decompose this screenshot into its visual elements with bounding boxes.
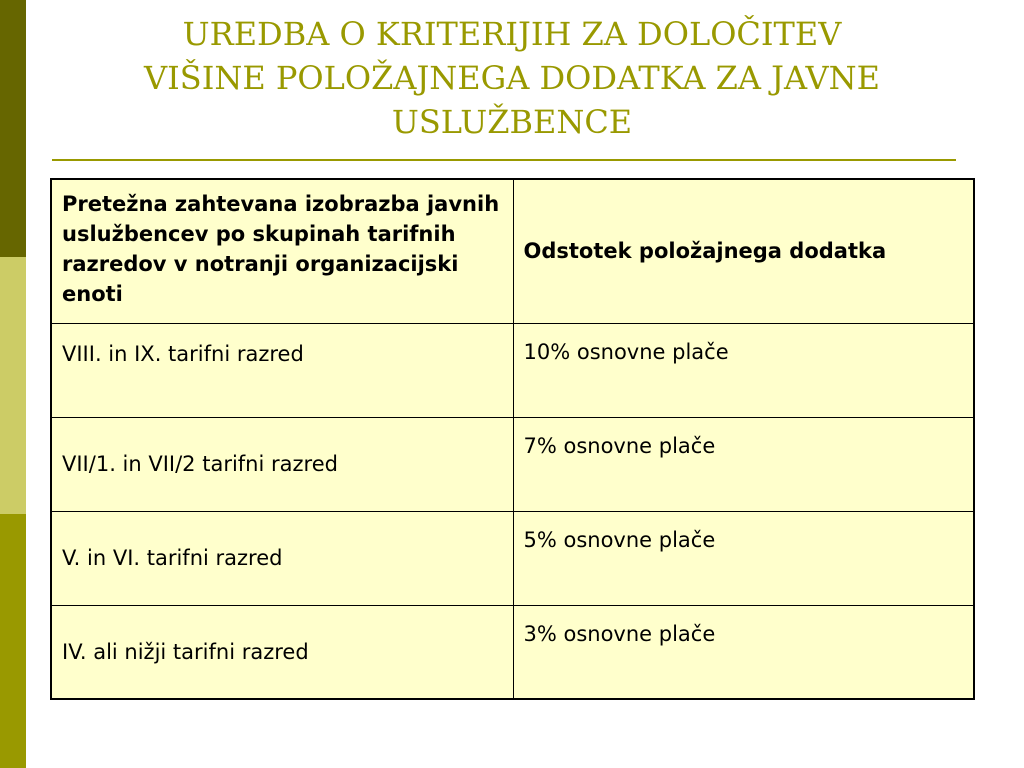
table-cell-percentage: 5% osnovne plače — [513, 511, 974, 605]
table-cell-percentage: 7% osnovne plače — [513, 417, 974, 511]
table-cell-grade: VII/1. in VII/2 tarifni razred — [51, 417, 513, 511]
header-percentage: Odstotek položajnega dodatka — [513, 179, 974, 323]
table-cell-grade: V. in VI. tarifni razred — [51, 511, 513, 605]
title-line-1: UREDBA O KRITERIJIH ZA DOLOČITEV — [182, 15, 842, 53]
slide-title — [60, 12, 964, 144]
table-cell-percentage: 10% osnovne plače — [513, 323, 974, 417]
left-stripe-light — [0, 257, 26, 514]
header-education: Pretežna zahtevana izobrazba javnih uslužbencev po skupinah tarifnih razredov v notranji organizacijski enoti — [51, 179, 513, 323]
table-row — [51, 605, 974, 699]
title-line-3: USLUŽBENCE — [391, 103, 633, 141]
allowance-table — [50, 178, 975, 700]
table-cell-grade: VIII. in IX. tarifni razred — [51, 323, 513, 417]
table-cell-percentage: 3% osnovne plače — [513, 605, 974, 699]
table-header-row — [51, 179, 974, 323]
table-row — [51, 417, 974, 511]
title-line-2: VIŠINE POLOŽAJNEGA DODATKA ZA JAVNE — [144, 59, 880, 97]
title-divider — [52, 159, 956, 161]
left-stripe-mid — [0, 514, 26, 768]
table-row — [51, 511, 974, 605]
table-cell-grade: IV. ali nižji tarifni razred — [51, 605, 513, 699]
left-stripe-dark — [0, 0, 26, 257]
table-row — [51, 323, 974, 417]
